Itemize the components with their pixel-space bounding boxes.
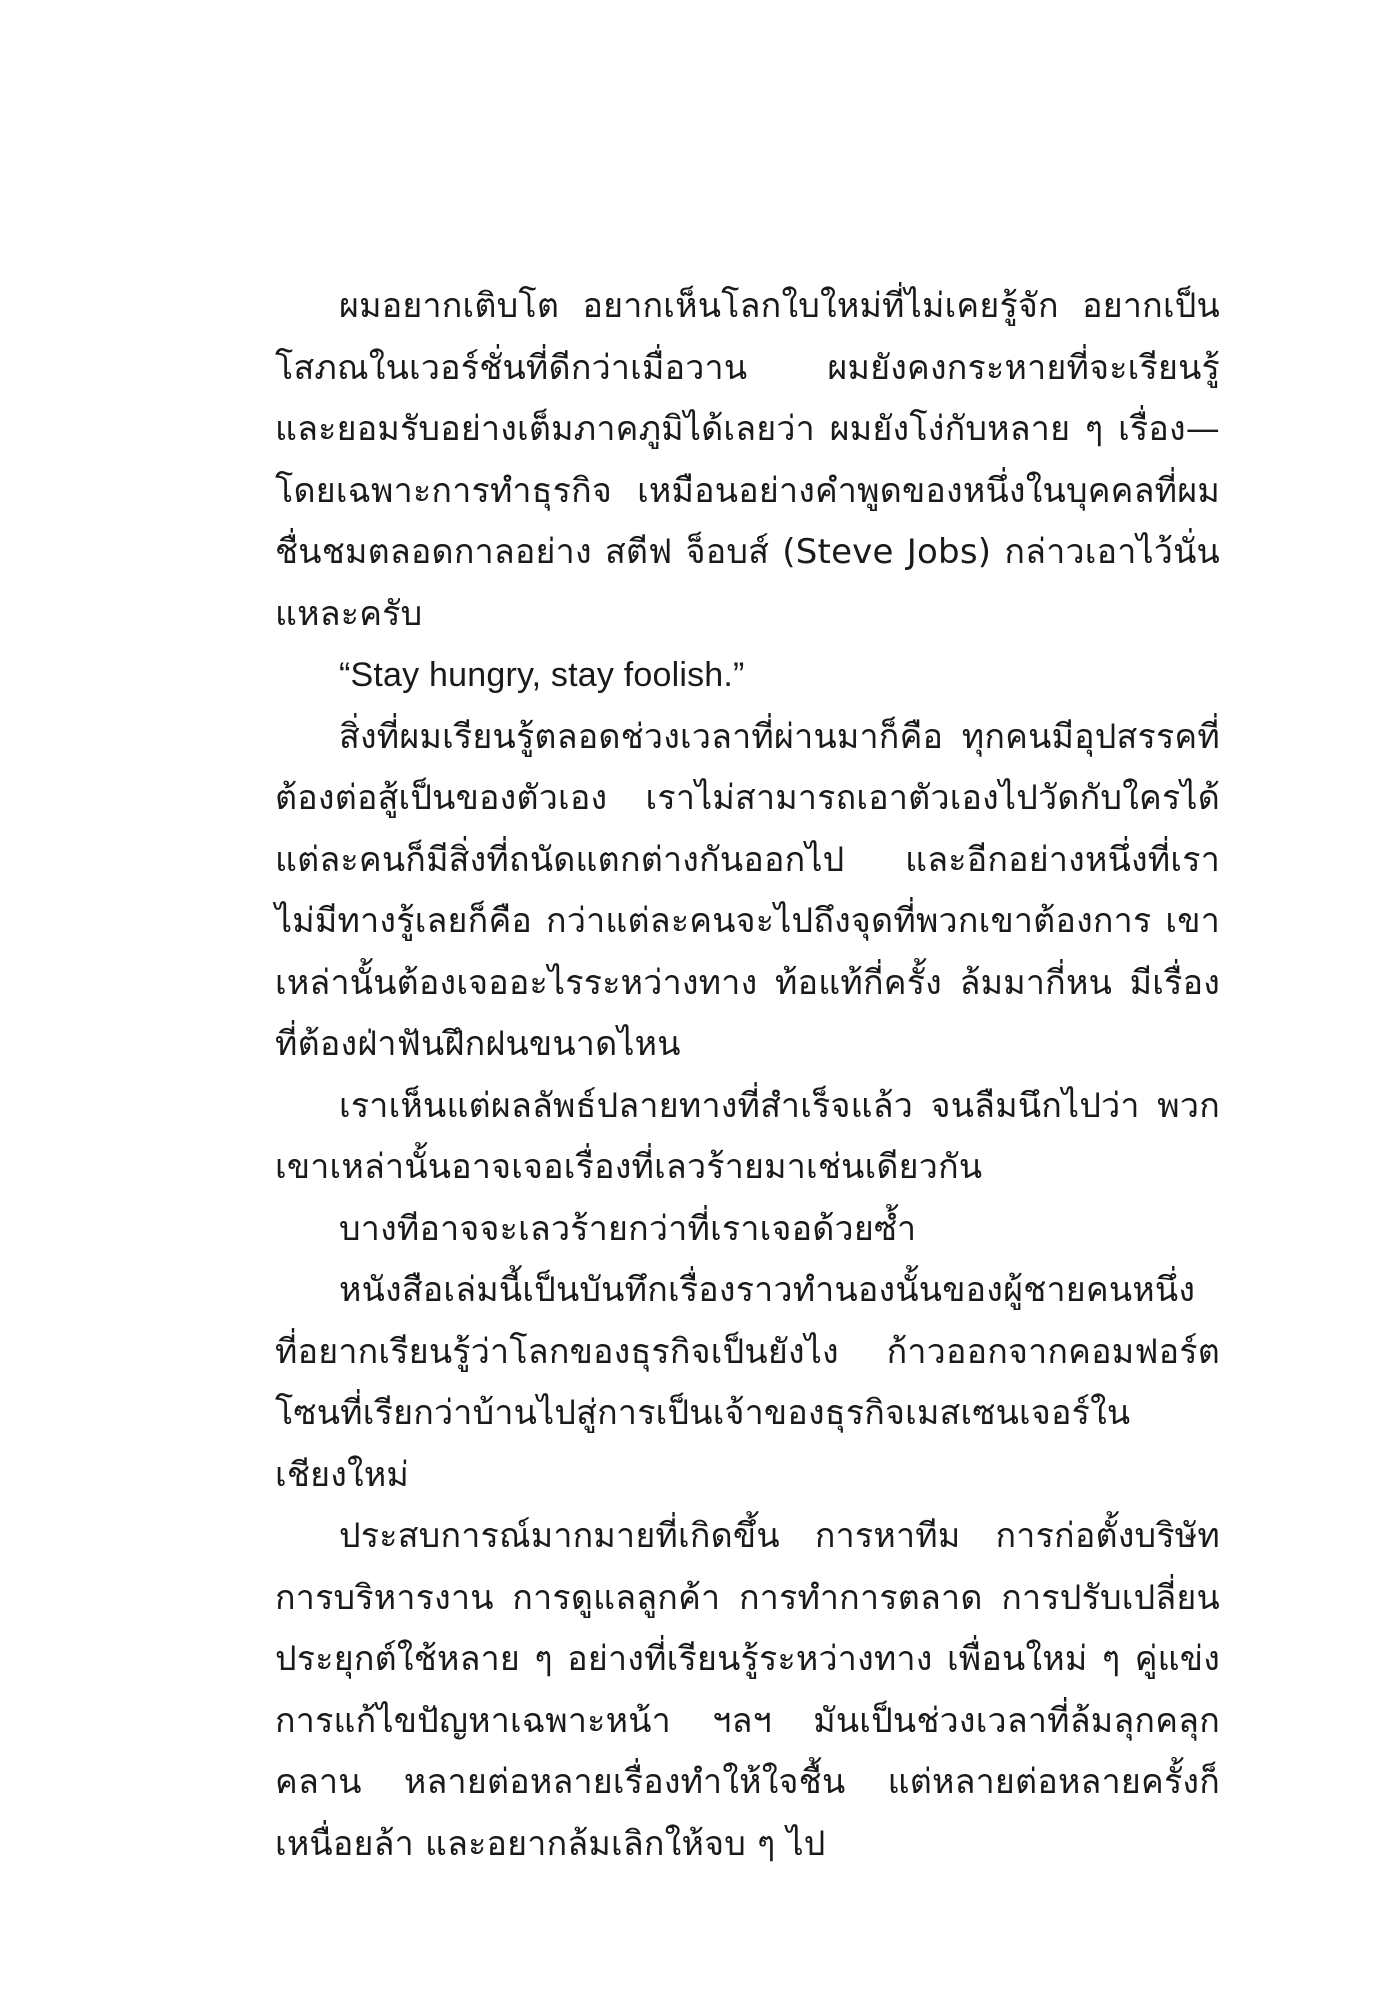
paragraph-6: หนังสือเล่มนี้เป็นบันทึกเรื่องราวทำนองนั้นของผู้ชายคนหนึ่ง ที่อยากเรียนรู้ว่าโลกของธุรกิจเป็นยังไง ก้าวออกจากคอมฟอร์ตโซนที่เรียกว่าบ้านไปสู่การเป็นเจ้าของธุรกิจเมสเซนเจอร์ในเชียงใหม่ <box>275 1270 1220 1495</box>
quote-paragraph: “Stay hungry, stay foolish.” <box>339 656 745 694</box>
body-text <box>275 276 1220 1875</box>
paragraph-1: ผมอยากเติบโต อยากเห็นโลกใบใหม่ที่ไม่เคยรู้จัก อยากเป็นโสภณในเวอร์ชั่นที่ดีกว่าเมื่อวาน ผมยังคงกระหายที่จะเรียนรู้ และยอมรับอย่างเต็มภาคภูมิได้เลยว่า ผมยังโง่กับหลาย ๆ เรื่อง—โดยเฉพาะการทำธุรกิจ เหมือนอย่างคำพูดของหนึ่งในบุคคลที่ผมชื่นชมตลอดกาลอย่าง สตีฟ จ็อบส์ (Steve Jobs) กล่าวเอาไว้นั่นแหละครับ <box>275 286 1220 634</box>
paragraph-4: เราเห็นแต่ผลลัพธ์ปลายทางที่สำเร็จแล้ว จนลืมนึกไปว่า พวกเขาเหล่านั้นอาจเจอเรื่องที่เลวร้ายมาเช่นเดียวกัน <box>275 1085 1220 1187</box>
paragraph-7: ประสบการณ์มากมายที่เกิดขึ้น การหาทีม การก่อตั้งบริษัท การบริหารงาน การดูแลลูกค้า การทำการตลาด การปรับเปลี่ยน ประยุกต์ใช้หลาย ๆ อย่างที่เรียนรู้ระหว่างทาง เพื่อนใหม่ ๆ คู่แข่ง การแก้ไขปัญหาเฉพาะหน้า ฯลฯ มันเป็นช่วงเวลาที่ล้มลุกคลุกคลาน หลายต่อหลายเรื่องทำให้ใจชื้น แต่หลายต่อหลายครั้งก็เหนื่อยล้า และอยากล้มเลิกให้จบ ๆ ไป <box>275 1516 1220 1864</box>
paragraph-5: บางทีอาจจะเลวร้ายกว่าที่เราเจอด้วยซ้ำ <box>339 1208 917 1249</box>
paragraph-3: สิ่งที่ผมเรียนรู้ตลอดช่วงเวลาที่ผ่านมาก็คือ ทุกคนมีอุปสรรคที่ต้องต่อสู้เป็นของตัวเอง เราไม่สามารถเอาตัวเองไปวัดกับใครได้ แต่ละคนก็มีสิ่งที่ถนัดแตกต่างกันออกไป และอีกอย่างหนึ่งที่เราไม่มีทางรู้เลยก็คือ กว่าแต่ละคนจะไปถึงจุดที่พวกเขาต้องการ เขาเหล่านั้นต้องเจออะไรระหว่างทาง ท้อแท้กี่ครั้ง ล้มมากี่หน มีเรื่องที่ต้องฝ่าฟันฝึกฝนขนาดไหน <box>275 716 1220 1064</box>
